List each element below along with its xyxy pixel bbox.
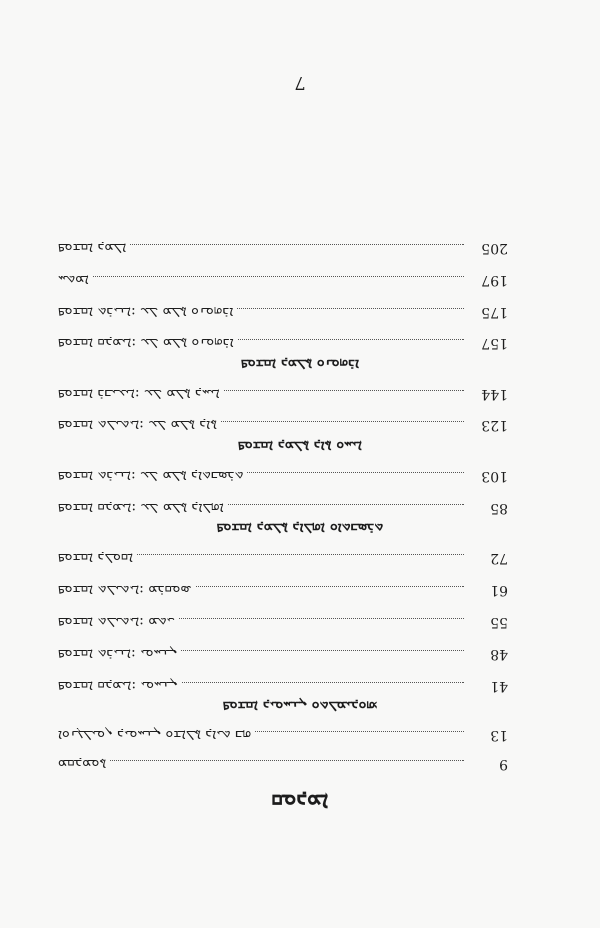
entry-page: 175 (481, 304, 508, 320)
section-heading: ܦܘܫܩܐ ܕܡܠܬܐ ܘܢܘܗܪܐ (241, 356, 359, 372)
entry-page: 41 (490, 678, 508, 694)
entry-label: ܦܘܫܩܐ ܬܪܝܢܐ: ܥܠ ܡܠܬܐ ܕܐܬܒܣܪܬ (58, 468, 244, 484)
entry-label: ܦܘܫܩܐ ܬܪܝܢܐ: ܝܘܚܢܢ (58, 646, 178, 662)
entry-label: ܚܬܡܐ (58, 272, 89, 288)
toc-entry (58, 550, 508, 568)
entry-page: 72 (490, 550, 508, 566)
leader-dots (247, 472, 464, 473)
entry-page: 144 (481, 386, 508, 402)
entry-label: ܦܘܫܩܐ ܬܠܝܬܝܐ: ܡܬܝ (58, 614, 175, 630)
entry-page: 157 (481, 335, 508, 351)
leader-dots (130, 244, 464, 245)
toc-entry (58, 468, 508, 486)
entry-label: ܦܘܫܩܐ ܩܕܡܝܐ: ܥܠ ܡܠܬܐ ܘܢܘܗܪܐ (58, 335, 234, 351)
entry-label: ܦܘܫܩܐ ܩܕܡܝܐ: ܥܠ ܡܠܬܐ ܕܐܠܗܐ (58, 500, 224, 516)
toc-entry (58, 304, 508, 322)
leader-dots (110, 760, 464, 761)
toc-entry (58, 335, 508, 353)
section-heading: ܦܘܫܩܐ ܕܡܠܬܐ ܕܐܠܗܐ ܘܐܬܒܣܪܬ (216, 520, 384, 536)
entry-page: 197 (481, 272, 508, 288)
leader-dots (255, 731, 464, 732)
toc-entry (58, 500, 508, 518)
toc-entry (58, 614, 508, 632)
entry-page: 55 (490, 614, 508, 630)
entry-page: 103 (481, 468, 508, 484)
toc-entry (58, 756, 508, 774)
leader-dots (179, 618, 464, 619)
toc-entry (58, 272, 508, 290)
toc-title: ܩܘܕܡܐ (271, 789, 329, 815)
entry-label: ܦܘܫܩܐ ܬܠܝܬܝܐ: ܥܠ ܡܠܬܐ ܕܐܬܐ (58, 417, 217, 433)
toc-entry (58, 582, 508, 600)
entry-page: 205 (481, 240, 508, 256)
entry-label: ܦܘܫܩܐ ܕܠܘܩܐ (58, 550, 134, 566)
toc-entry (58, 678, 508, 696)
leader-dots (182, 682, 464, 683)
leader-dots (93, 276, 464, 277)
entry-label: ܐܘܢܓܠܝܘܢ ܕܝܘܚܢܢ ܘܫܐܠܬܐ ܕܐܝܬ ܒܗ (58, 727, 252, 743)
leader-dots (196, 586, 464, 587)
toc-entry (58, 240, 508, 258)
leader-dots (137, 554, 464, 555)
toc-entry (58, 727, 508, 745)
toc-entry (58, 417, 508, 435)
leader-dots (221, 421, 464, 422)
entry-page: 61 (490, 582, 508, 598)
leader-dots (238, 339, 464, 340)
entry-label: ܦܘܫܩܐ ܬܠܝܬܝܐ: ܡܪܩܘܣ (58, 582, 192, 598)
entry-page: 123 (481, 417, 508, 433)
page-number: 7 (294, 72, 306, 93)
section-heading: ܦܘܫܩܐ ܕܡܠܬܐ ܕܐܬܐ ܘܚܝܐ (238, 438, 362, 454)
leader-dots (224, 390, 464, 391)
entry-page: 48 (490, 646, 508, 662)
entry-label: ܦܘܫܩܐ ܩܕܡܝܐ: ܝܘܚܢܢ (58, 678, 178, 694)
leader-dots (237, 308, 464, 309)
entry-page: 13 (490, 727, 508, 743)
toc-entry (58, 386, 508, 404)
entry-page: 9 (499, 756, 508, 772)
entry-page: 85 (490, 500, 508, 516)
entry-label: ܡܩܕܡܘܬܐ (58, 756, 107, 772)
section-heading: ܦܘܫܩܐ ܕܝܘܚܢܢ ܘܬܠܡܝܕܘܗܝ (222, 698, 378, 714)
entry-label: ܦܘܫܩܐ ܬܪܝܢܐ: ܥܠ ܡܠܬܐ ܘܢܘܗܪܐ (58, 304, 234, 320)
toc-entry (58, 646, 508, 664)
entry-label: ܦܘܫܩܐ ܕܡܠܐ (58, 240, 127, 256)
leader-dots (181, 650, 464, 651)
leader-dots (228, 504, 464, 505)
entry-label: ܦܘܫܩܐ ܪܒܝܥܝܐ: ܥܠ ܡܠܬܐ ܕܚܝܐ (58, 386, 220, 402)
